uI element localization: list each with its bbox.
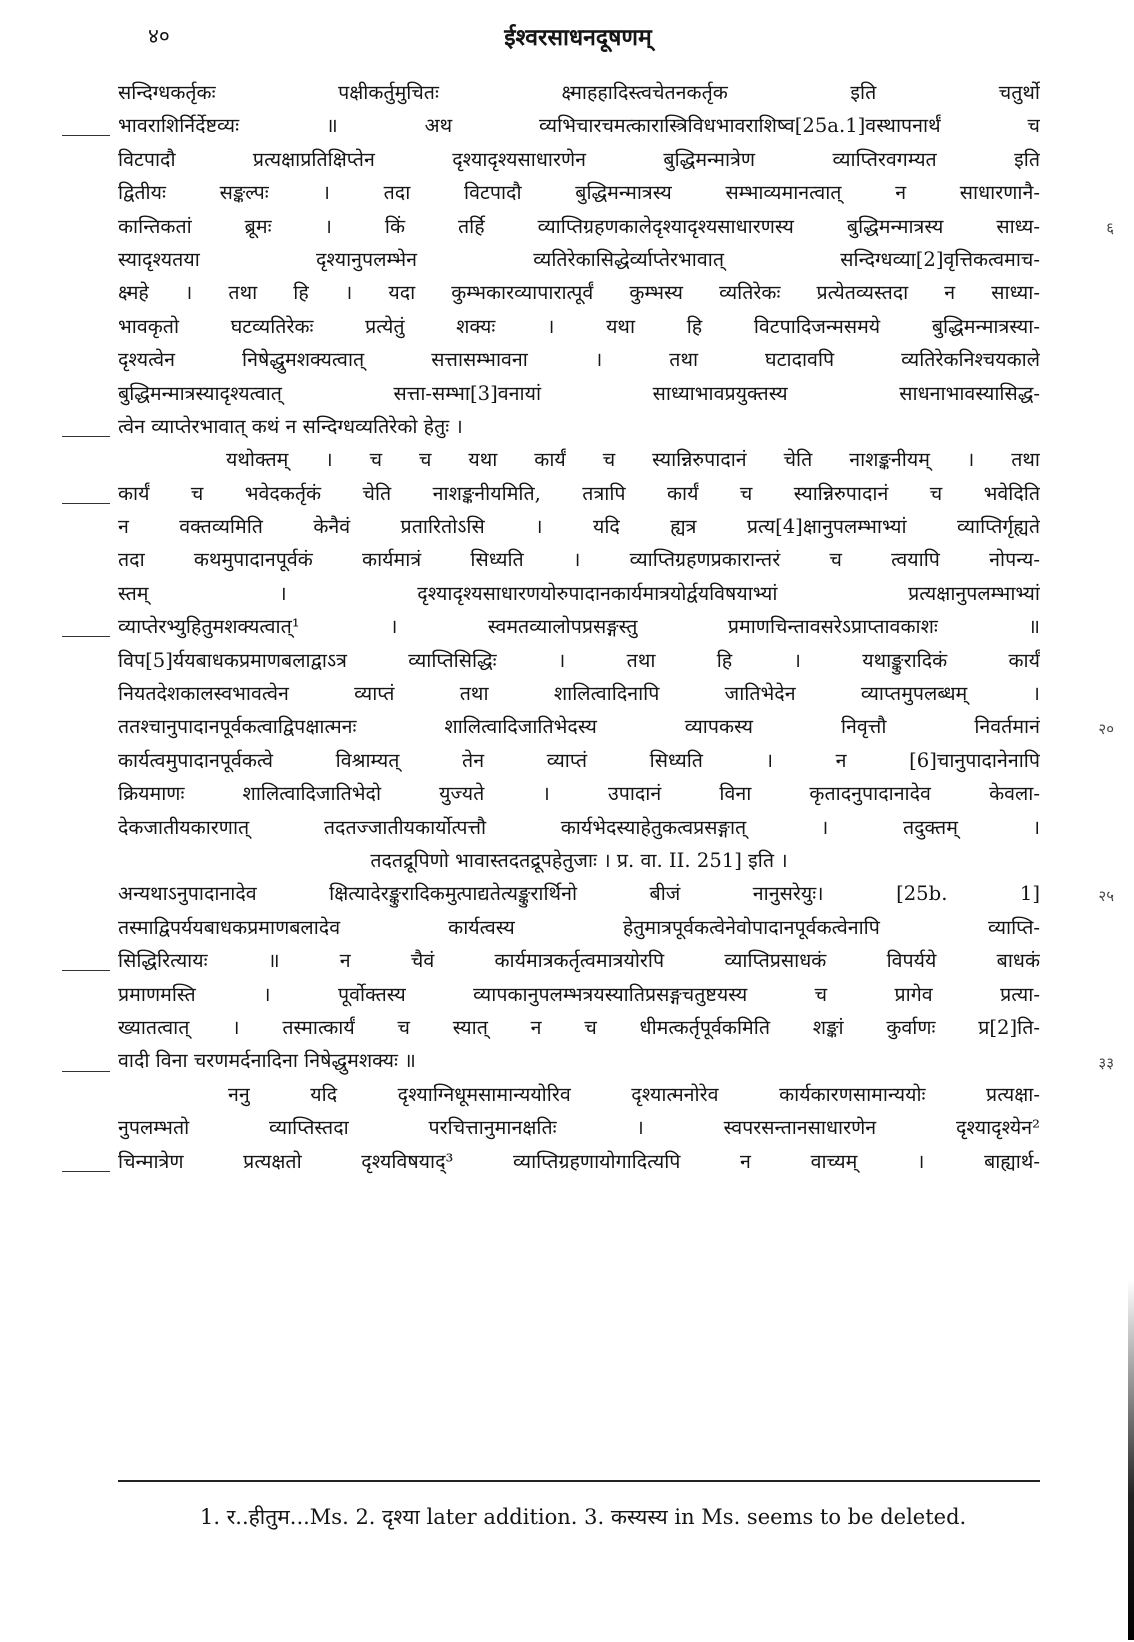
text-line: तदा कथमुपादानपूर्वकं कार्यमात्रं सिध्यति । व्याप्तिग्रहणप्रकारान्तरं च त्वयापि नोपन्य- — [118, 548, 1040, 572]
text-line: तस्माद्विपर्ययबाधकप्रमाणबलादेव कार्यत्वस्य हेतुमात्रपूर्वकत्वेनेवोपादानपूर्वकत्वेनापि व्याप्ति- — [118, 915, 1040, 939]
text-line: कार्यत्वमुपादानपूर्वकत्वे विश्राम्यत् तेन व्याप्तं सिध्यति । न [6]चानुपादानेनापि — [118, 748, 1040, 772]
text-line: बुद्धिमन्मात्रस्यादृश्यत्वात् सत्ता-सम्भा[3]वनायां साध्याभावप्रयुक्तस्य साधनाभावस्यासिद्ध- — [118, 381, 1040, 405]
text-line: ततश्चानुपादानपूर्वकत्वाद्विपक्षात्मनः शालित्वादिजातिभेदस्य व्यापकस्य निवृत्तौ निवर्तमानं — [118, 715, 1040, 739]
text-line: सन्दिग्धकर्तृकः पक्षीकर्तुमुचितः क्ष्माहहादिस्त्वचेतनकर्तृक इति चतुर्थो — [118, 81, 1040, 104]
footnotes — [200, 1500, 1020, 1534]
text-line: अन्यथाऽनुपादानादेव क्षित्यादेरङ्कुरादिकमुत्पाद्यतेत्यङ्कुरार्थिनो बीजं नानुसरेयुः। [25b. 1] — [118, 882, 1040, 906]
text-line: ख्यातत्वात् । तस्मात्कार्यं च स्यात् न च धीमत्कर्तृपूर्वकमिति शङ्कां कुर्वाणः प्र[2]ति- — [118, 1015, 1040, 1039]
text-line: देकजातीयकारणात् तदतज्जातीयकार्योत्पत्तौ कार्यभेदस्याहेतुकत्वप्रसङ्गात् । तदुक्तम् । — [118, 815, 1040, 839]
margin-tick — [62, 636, 110, 637]
text-line: तदतद्रूपिणो भावास्तदतद्रूपहेतुजाः । प्र. वा. II. 251] इति । — [370, 848, 788, 872]
text-line: भावकृतो घटव्यतिरेकः प्रत्येतुं शक्यः । यथा हि विटपादिजन्मसमये बुद्धिमन्मात्रस्या- — [118, 314, 1040, 338]
text-line: विप[5]र्ययबाधकप्रमाणबलाद्वाऽत्र व्याप्तिसिद्धिः । तथा हि । यथाङ्कुरादिकं कार्यं — [118, 648, 1040, 672]
page-header — [118, 16, 1038, 56]
text-line: न वक्तव्यमिति केनैवं प्रतारितोऽसि । यदि ह्यत्र प्रत्य[4]क्षानुपलम्भाभ्यां व्याप्तिर्गृह्यते — [118, 515, 1040, 539]
margin-tick — [62, 503, 110, 504]
text-line: स्यादृश्यतया दृश्यानुपलम्भेन व्यतिरेकासिद्धेर्व्याप्तेरभावात् सन्दिग्धव्या[2]वृत्तिकत्वमाच- — [118, 247, 1040, 271]
margin-line-number: २५ — [1098, 886, 1114, 905]
margin-tick — [62, 436, 110, 437]
margin-tick — [62, 1071, 110, 1072]
text-line: चिन्मात्रेण प्रत्यक्षतो दृश्यविषयाद्³ व्याप्तिग्रहणायोगादित्यपि न वाच्यम् । बाह्यार्थ- — [118, 1149, 1040, 1173]
page-number: ४० — [148, 24, 170, 48]
text-line: स्तम् । दृश्यादृश्यसाधारणयोरुपादानकार्यमात्रयोर्द्वयविषयाभ्यां प्रत्यक्षानुपलम्भाभ्यां — [118, 581, 1040, 605]
margin-line-number: ३३ — [1098, 1053, 1114, 1072]
margin-tick — [62, 135, 110, 136]
text-line: कार्यं च भवेदकर्तृकं चेति नाशङ्कनीयमिति, तत्रापि कार्यं च स्यान्निरुपादानं च भवेदिति — [118, 481, 1040, 505]
footnote-2: 2. दृश्या later addition. — [355, 1505, 578, 1529]
text-line: प्रमाणमस्ति । पूर्वोक्तस्य व्यापकानुपलम्भत्रयस्यातिप्रसङ्गचतुष्टयस्य च प्रागेव प्रत्या- — [118, 982, 1040, 1006]
margin-line-number: ६ — [1106, 218, 1114, 237]
text-line: सिद्धिरित्यायः ॥ न चैवं कार्यमात्रकर्तृत्वमात्रयोरपि व्याप्तिप्रसाधकं विपर्यये बाधकं — [118, 949, 1040, 973]
margin-line-number: २० — [1098, 719, 1114, 738]
text-line: ननु यदि दृश्याग्निधूमसामान्ययोरिव दृश्यात्मनोरेव कार्यकारणसामान्ययोः प्रत्यक्षा- — [228, 1082, 1040, 1106]
binding-shadow — [1128, 1280, 1134, 1640]
text-line: वादी विना चरणमर्दनादिना निषेद्धुमशक्यः ॥ — [118, 1049, 416, 1073]
text-line: भावराशिर्निर्देष्टव्यः ॥ अथ व्यभिचारचमत्कारास्त्रिविधभावराशिष्व[25a.1]वस्थापनार्थं च — [118, 114, 1040, 138]
text-line: दृश्यत्वेन निषेद्धुमशक्यत्वात् सत्तासम्भावना । तथा घटादावपि व्यतिरेकनिश्चयकाले — [118, 348, 1040, 372]
margin-tick — [62, 1171, 110, 1172]
text-line: यथोक्तम् । च च यथा कार्यं च स्यान्निरुपादानं चेति नाशङ्कनीयम् । तथा — [226, 448, 1040, 472]
text-line: नुपलम्भतो व्याप्तिस्तदा परचित्तानुमानक्षतिः । स्वपरसन्तानसाधारणेन दृश्यादृश्येन² — [118, 1116, 1040, 1140]
text-line: नियतदेशकालस्वभावत्वेन व्याप्तं तथा शालित्वादिनापि जातिभेदेन व्याप्तमुपलब्धम् । — [118, 682, 1040, 706]
footnote-rule — [118, 1480, 1040, 1482]
margin-tick — [62, 970, 110, 971]
text-line: कान्तिकतां ब्रूमः । किं तर्हि व्याप्तिग्रहणकालेदृश्यादृश्यसाधारणस्य बुद्धिमन्मात्रस्य साध्य- — [118, 214, 1040, 238]
footnote-1: 1. र..हीतुम...Ms. — [200, 1505, 349, 1529]
text-line: क्रियमाणः शालित्वादिजातिभेदो युज्यते । उपादानं विना कृतादनुपादानादेव केवला- — [118, 782, 1040, 806]
footnote-3: 3. कस्यस्य in Ms. seems to be deleted. — [584, 1505, 967, 1529]
body-text — [118, 76, 1040, 1178]
text-line: विटपादौ प्रत्यक्षाप्रतिक्षिप्तेन दृश्यादृश्यसाधारणेन बुद्धिमन्मात्रेण व्याप्तिरवगम्यत इति — [118, 147, 1040, 171]
text-line: द्वितीयः सङ्कल्पः । तदा विटपादौ बुद्धिमन्मात्रस्य सम्भाव्यमानत्वात् न साधारणानै- — [118, 181, 1040, 205]
running-title: ईश्वरसाधनदूषणम् — [504, 24, 652, 51]
text-line: त्वेन व्याप्तेरभावात् कथं न सन्दिग्धव्यतिरेको हेतुः । — [118, 414, 463, 438]
text-line: व्याप्तेरभ्युहितुमशक्यत्वात्¹ । स्वमतव्यालोपप्रसङ्गस्तु प्रमाणचिन्तावसरेऽप्राप्तावकाशः ॥ — [118, 615, 1040, 639]
text-line: क्ष्महे । तथा हि । यदा कुम्भकारव्यापारात्पूर्वं कुम्भस्य व्यतिरेकः प्रत्येतव्यस्तदा न साध्या- — [118, 281, 1040, 305]
